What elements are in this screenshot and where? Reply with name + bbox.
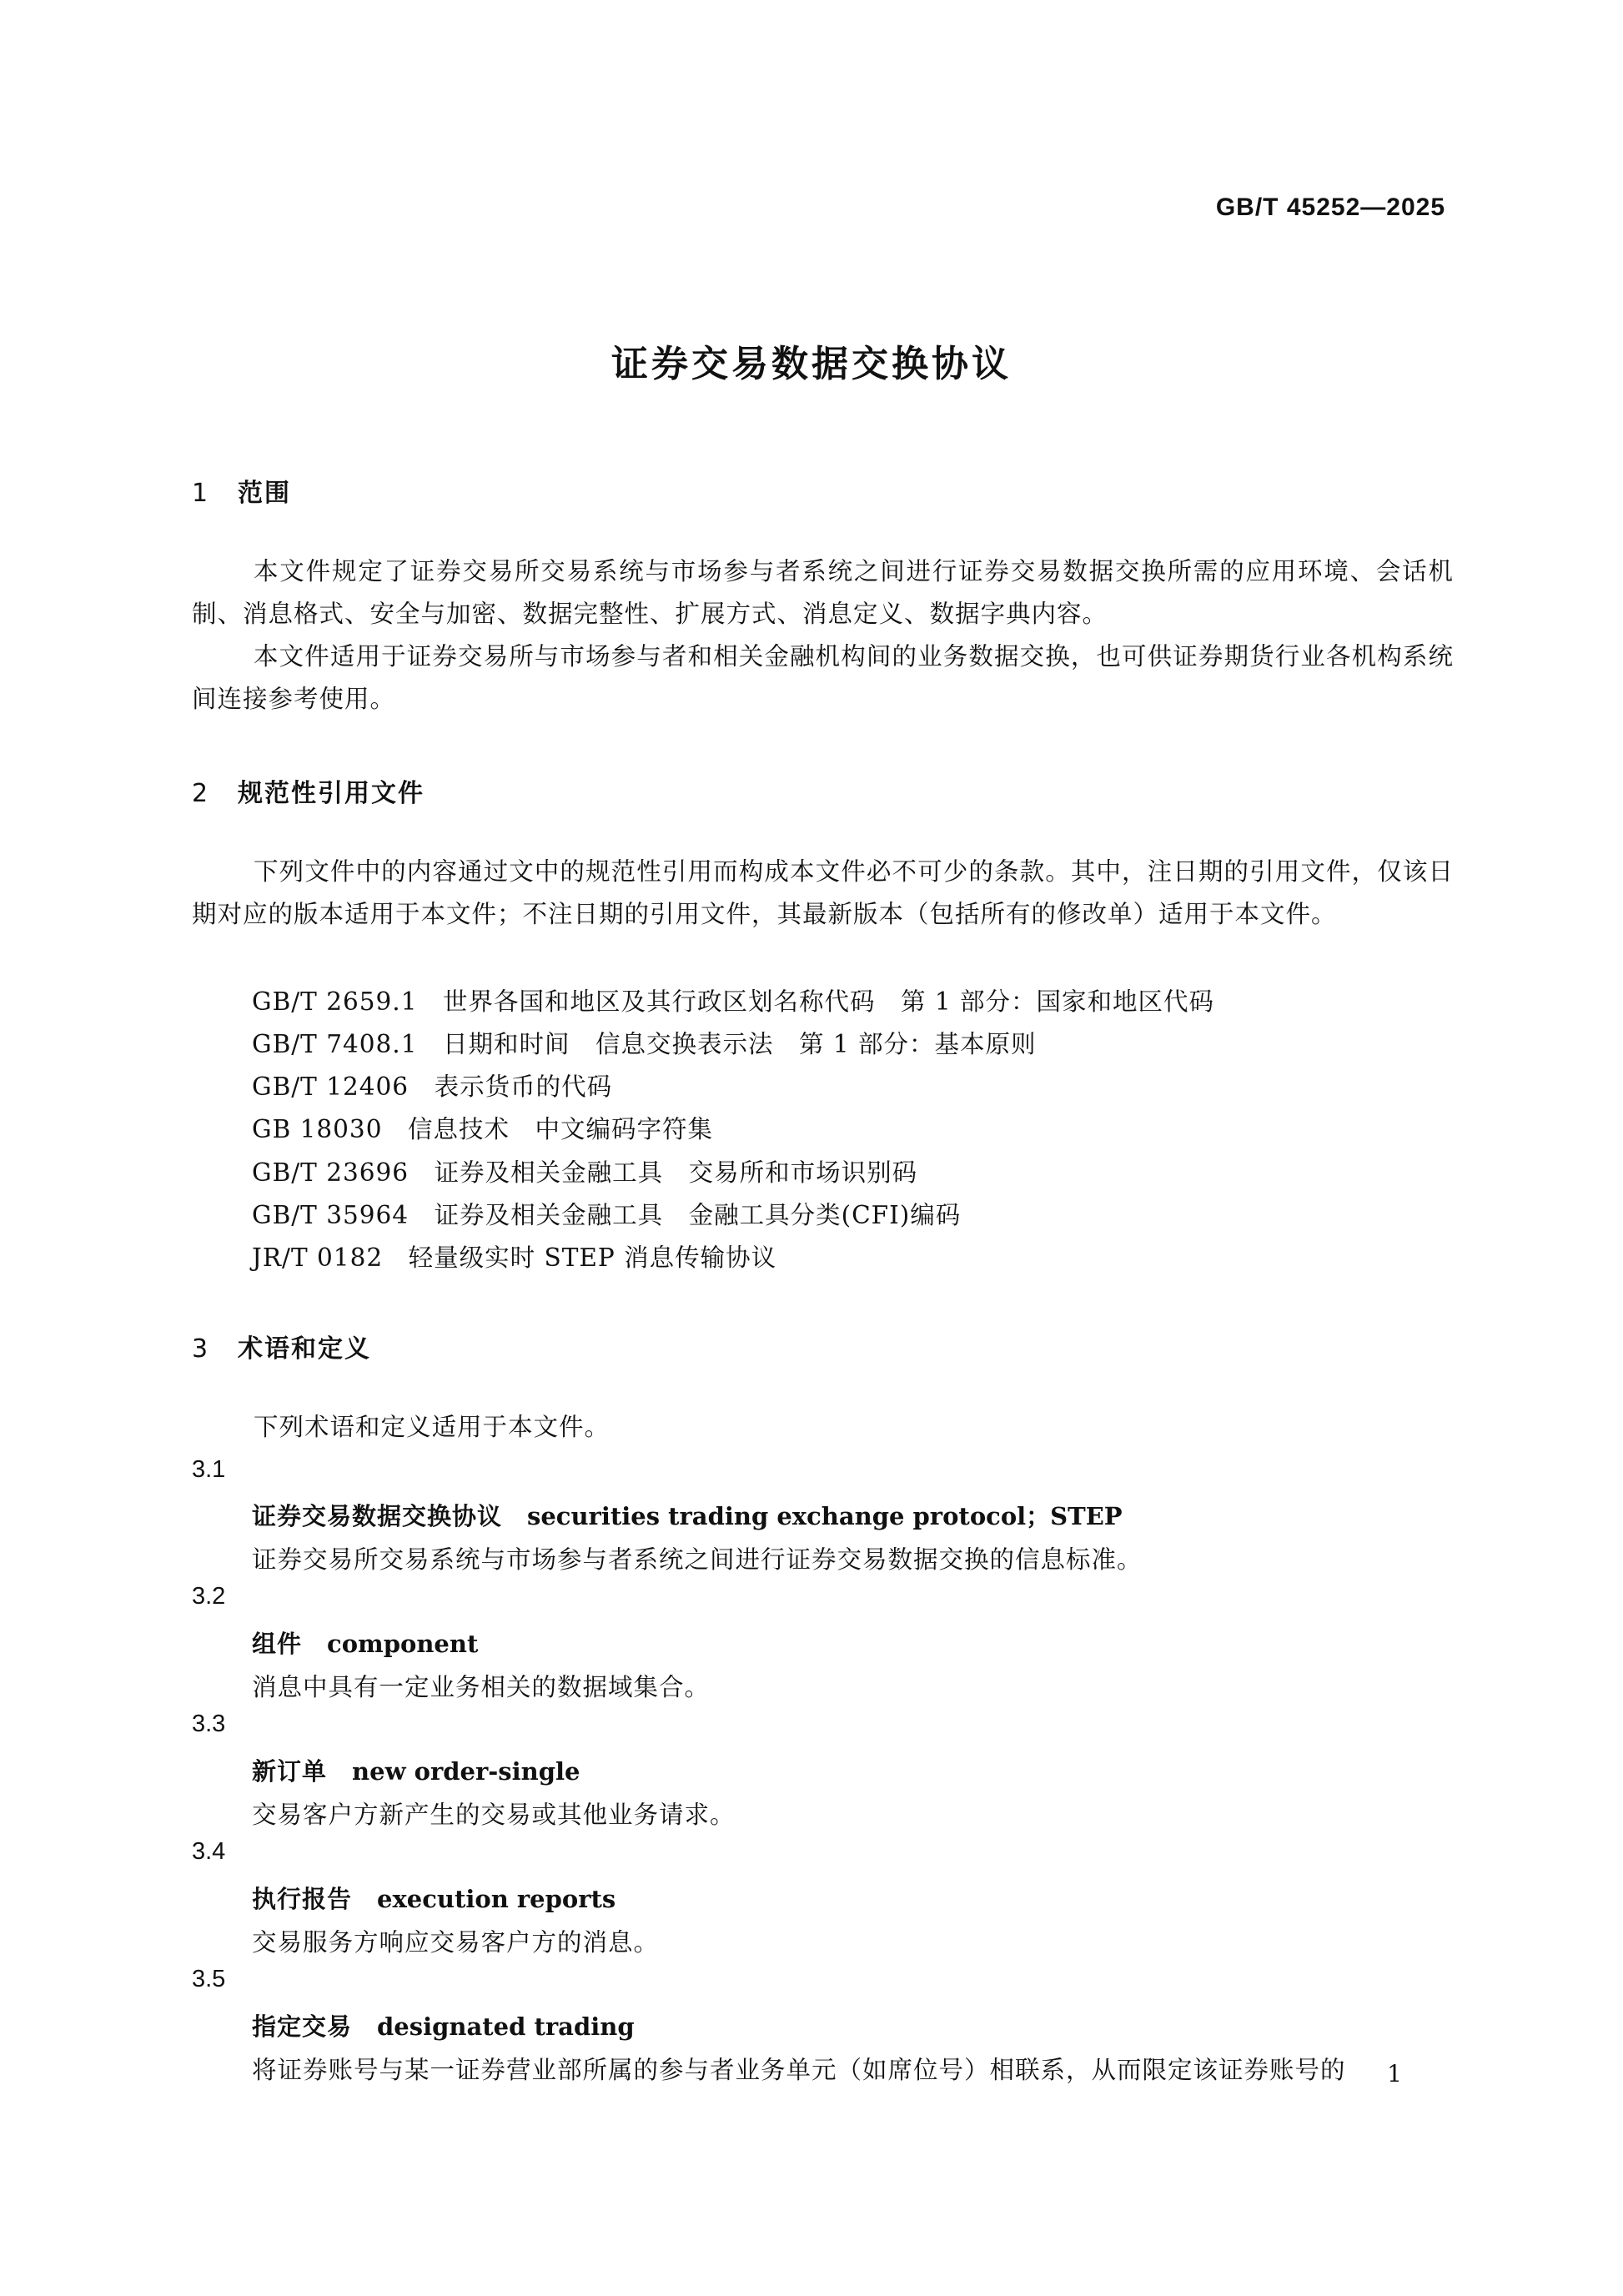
- section-3-heading: [192, 1328, 371, 1364]
- term-definition: 证券交易所交易系统与市场参与者系统之间进行证券交易数据交换的信息标准。: [252, 1545, 1143, 1574]
- term-en: designated trading: [377, 2012, 635, 2041]
- section-number: 3: [192, 1334, 210, 1364]
- section-title: 规范性引用文件: [238, 779, 425, 808]
- term-zh: 证券交易数据交换协议: [252, 1502, 503, 1530]
- section-number: 2: [192, 779, 210, 808]
- section-1-paragraph-2: 本文件适用于证券交易所与市场参与者和相关金融机构间的业务数据交换，也可供证券期货行业各机构系统间连接参考使用。: [192, 642, 1454, 713]
- term-heading: [252, 1753, 580, 1787]
- term-number: 3.3: [192, 1711, 226, 1737]
- reference-item: GB 18030 信息技术 中文编码字符集: [252, 1115, 713, 1143]
- term-zh: 指定交易: [252, 2012, 353, 2041]
- term-heading: [252, 2008, 635, 2042]
- term-heading: [252, 1498, 1123, 1532]
- page-number: 1: [1387, 2060, 1402, 2088]
- term-en: new order-single: [352, 1757, 580, 1786]
- term-heading: [252, 1881, 616, 1915]
- section-title: 术语和定义: [238, 1334, 371, 1364]
- term-zh: 组件: [252, 1630, 303, 1658]
- term-en: securities trading exchange protocol；STEP: [527, 1502, 1123, 1530]
- term-en: component: [327, 1630, 479, 1658]
- term-number: 3.1: [192, 1456, 226, 1483]
- reference-item: GB/T 2659.1 世界各国和地区及其行政区划名称代码 第 1 部分：国家和地区代码: [252, 987, 1214, 1016]
- reference-item: GB/T 23696 证券及相关金融工具 交易所和市场识别码: [252, 1158, 918, 1187]
- term-definition: 交易客户方新产生的交易或其他业务请求。: [252, 1801, 736, 1829]
- term-number: 3.2: [192, 1583, 226, 1610]
- reference-item: JR/T 0182 轻量级实时 STEP 消息传输协议: [252, 1243, 777, 1272]
- reference-item: GB/T 35964 证券及相关金融工具 金融工具分类(CFI)编码: [252, 1201, 962, 1229]
- term-number: 3.4: [192, 1838, 226, 1865]
- section-2-heading: [192, 772, 425, 809]
- section-number: 1: [192, 479, 210, 508]
- term-en: execution reports: [377, 1885, 616, 1913]
- term-zh: 新订单: [252, 1757, 328, 1786]
- term-number: 3.5: [192, 1966, 226, 1992]
- section-3-intro: 下列术语和定义适用于本文件。: [254, 1413, 611, 1441]
- term-definition: 将证券账号与某一证券营业部所属的参与者业务单元（如席位号）相联系，从而限定该证券账号的: [252, 2056, 1346, 2084]
- term-definition: 交易服务方响应交易客户方的消息。: [252, 1928, 660, 1957]
- document-code: GB/T 45252—2025: [1215, 193, 1445, 221]
- section-1-heading: [192, 472, 291, 509]
- reference-item: GB/T 7408.1 日期和时间 信息交换表示法 第 1 部分：基本原则: [252, 1030, 1037, 1058]
- reference-item: GB/T 12406 表示货币的代码: [252, 1073, 613, 1101]
- section-1-paragraph-1: 本文件规定了证券交易所交易系统与市场参与者系统之间进行证券交易数据交换所需的应用环境、会话机制、消息格式、安全与加密、数据完整性、扩展方式、消息定义、数据字典内容。: [192, 557, 1454, 628]
- section-title: 范围: [238, 479, 291, 508]
- section-2-intro: 下列文件中的内容通过文中的规范性引用而构成本文件必不可少的条款。其中，注日期的引用文件，仅该日期对应的版本适用于本文件；不注日期的引用文件，其最新版本（包括所有的修改单）适用于本文件。: [192, 857, 1454, 928]
- term-definition: 消息中具有一定业务相关的数据域集合。: [252, 1673, 711, 1701]
- term-zh: 执行报告: [252, 1885, 353, 1913]
- term-heading: [252, 1625, 478, 1660]
- document-title: 证券交易数据交换协议: [611, 343, 1012, 385]
